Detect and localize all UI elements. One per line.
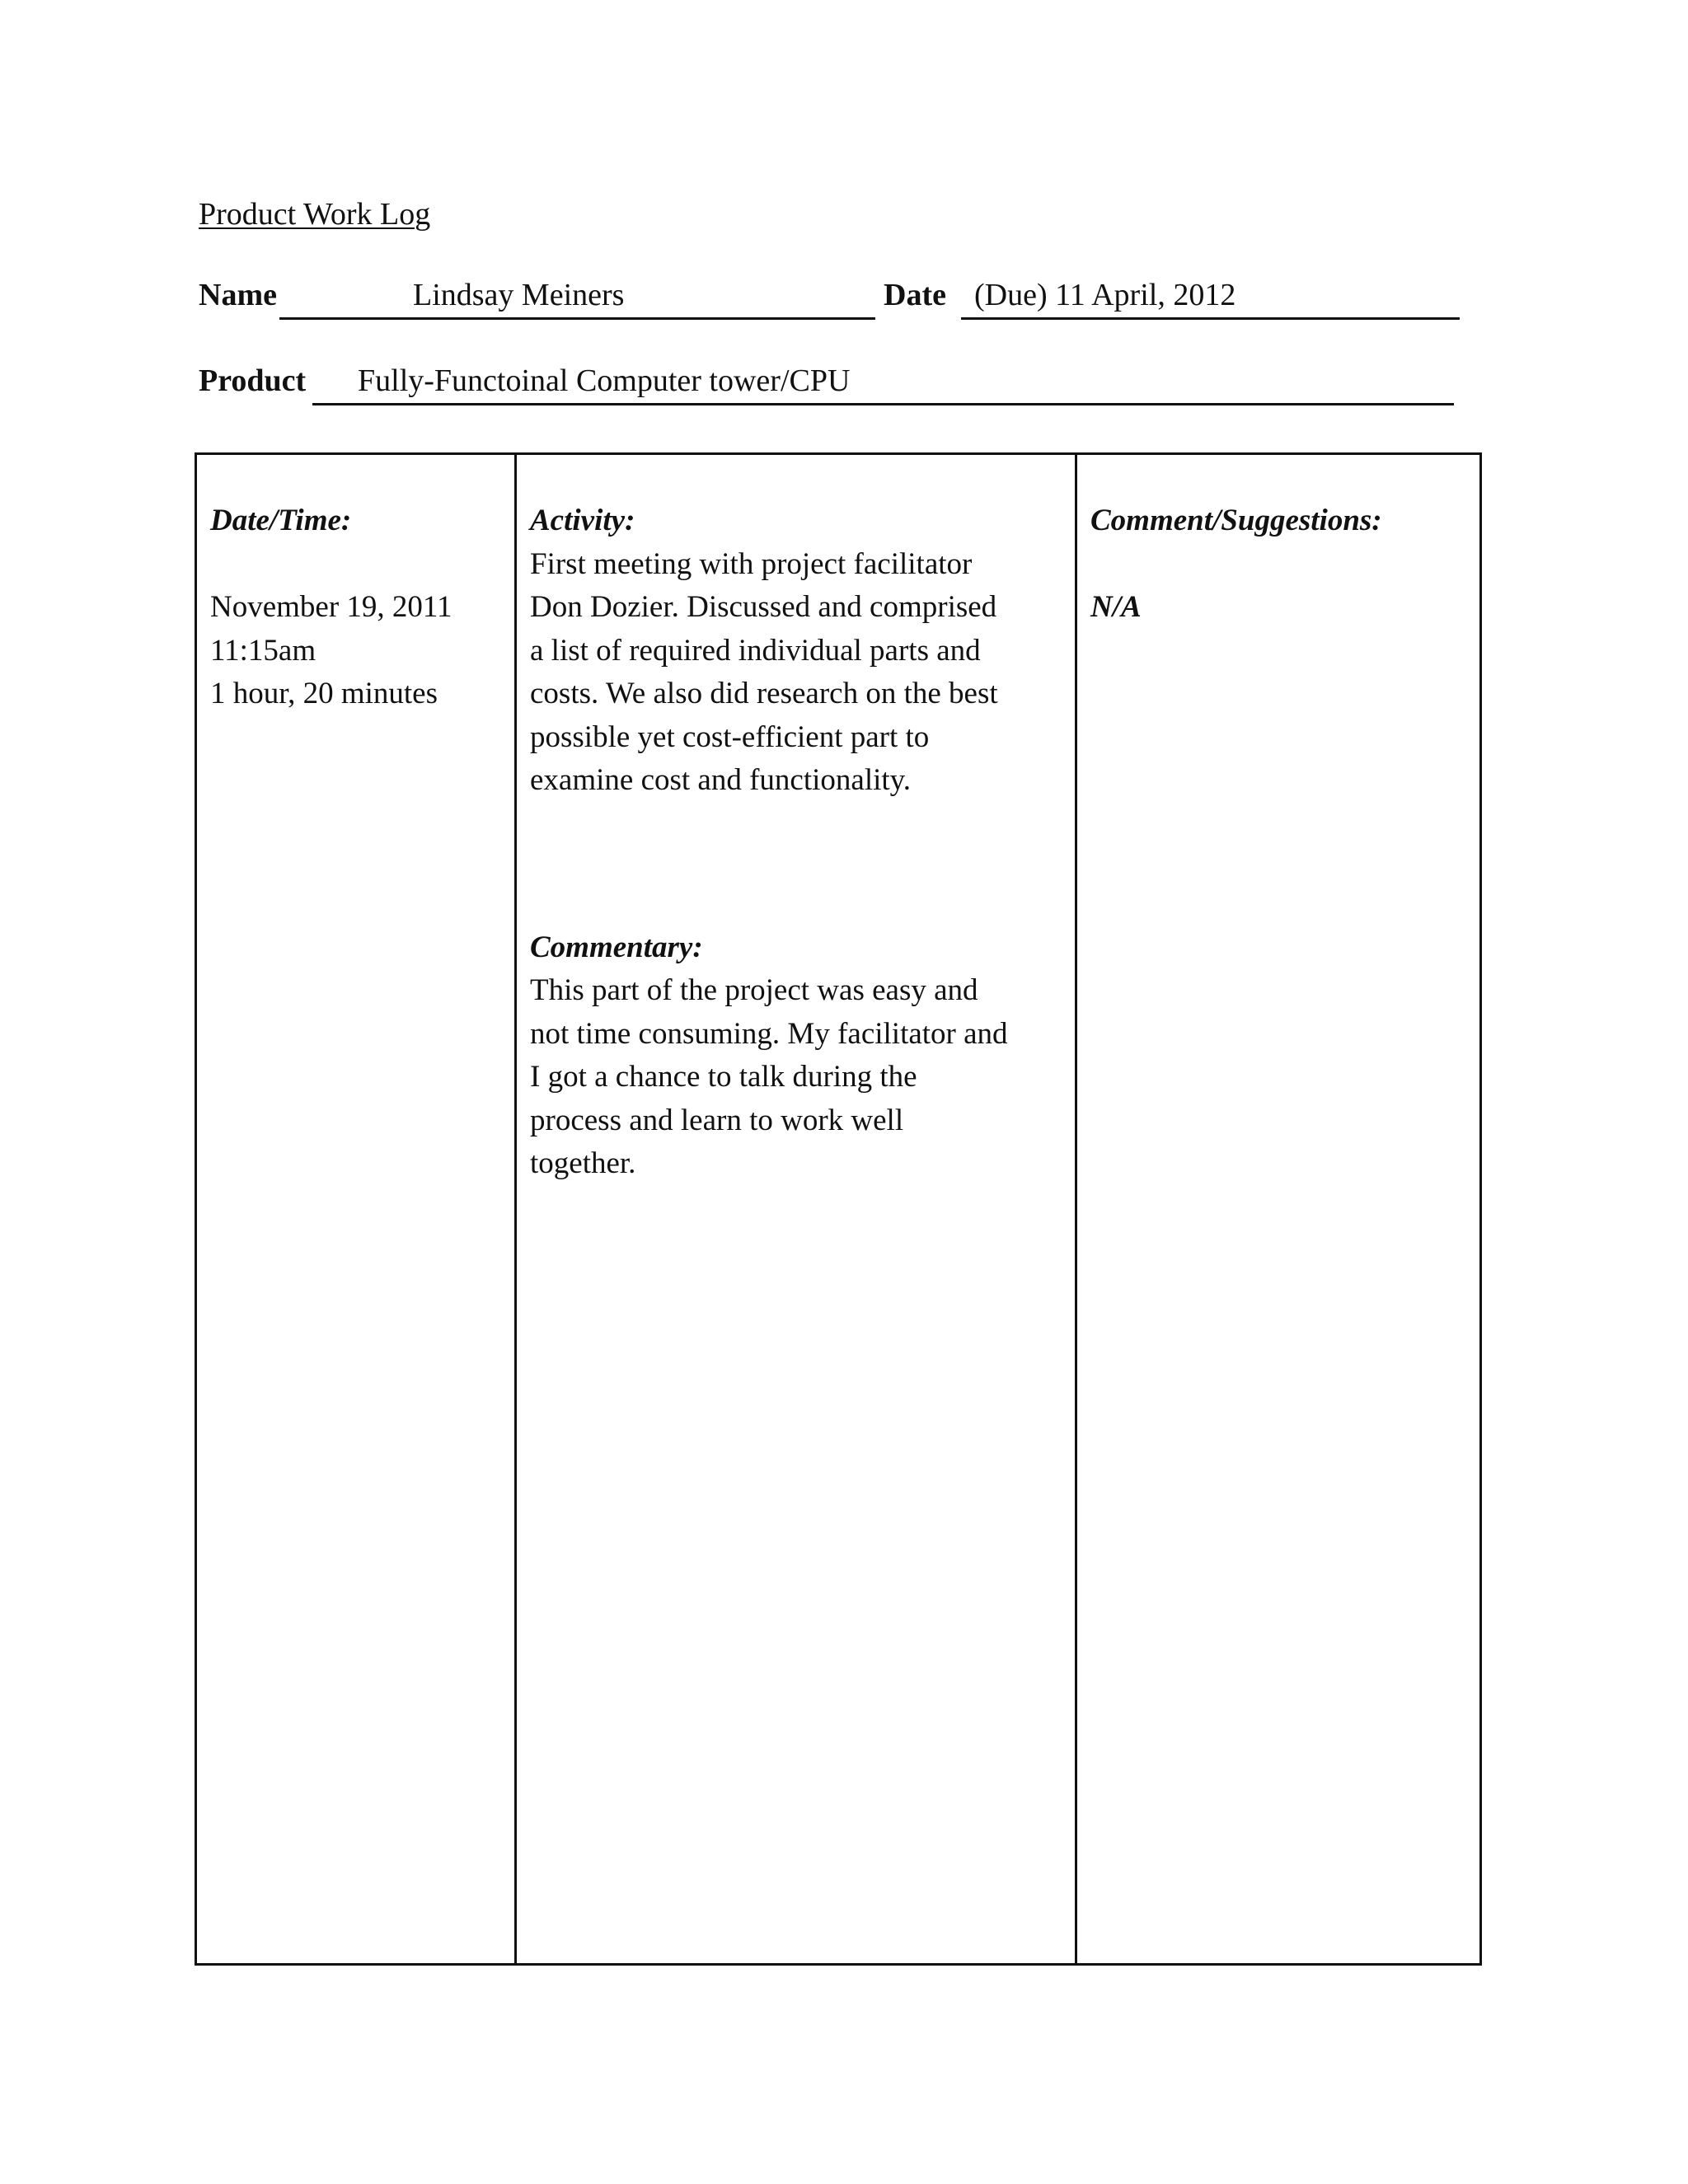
activity-line: First meeting with project facilitator — [530, 546, 973, 581]
product-field[interactable] — [312, 356, 1454, 405]
date-time-line: 11:15am — [210, 633, 316, 668]
date-field[interactable] — [961, 270, 1460, 320]
commentary-line: I got a chance to talk during the — [530, 1060, 917, 1094]
commentary-line: This part of the project was easy and — [530, 973, 978, 1007]
work-log-table — [195, 452, 1482, 1966]
product-value: Fully-Functoinal Computer tower/CPU — [358, 363, 851, 398]
activity-line: costs. We also did research on the best — [530, 677, 998, 710]
comments-column — [1077, 455, 1479, 1963]
date-time-line: 1 hour, 20 minutes — [210, 677, 438, 710]
name-date-row — [199, 270, 1460, 320]
page-title: Product Work Log — [199, 197, 431, 232]
name-label: Name — [199, 278, 277, 312]
commentary-line: together. — [530, 1146, 636, 1180]
activity-line: examine cost and functionality. — [530, 763, 912, 797]
date-time-line: November 19, 2011 — [210, 590, 452, 624]
date-time-heading: Date/Time: — [210, 504, 352, 537]
commentary-line: not time consuming. My facilitator and — [530, 1016, 1008, 1051]
commentary-line: process and learn to work well — [530, 1103, 904, 1137]
date-value: (Due) 11 April, 2012 — [974, 278, 1236, 312]
activity-heading: Activity: — [530, 504, 635, 537]
date-time-column — [197, 455, 517, 1963]
product-row — [199, 356, 1454, 405]
date-label: Date — [884, 278, 946, 312]
comments-value: N/A — [1090, 590, 1142, 624]
comments-heading: Comment/Suggestions: — [1090, 504, 1382, 537]
activity-line: a list of required individual parts and — [530, 633, 981, 668]
product-label: Product — [199, 363, 307, 398]
name-field[interactable] — [279, 270, 875, 320]
activity-line: Don Dozier. Discussed and comprised — [530, 590, 997, 624]
activity-line: possible yet cost-efficient part to — [530, 719, 930, 754]
commentary-heading: Commentary: — [530, 930, 703, 964]
name-value: Lindsay Meiners — [413, 278, 625, 312]
activity-column — [517, 455, 1077, 1963]
